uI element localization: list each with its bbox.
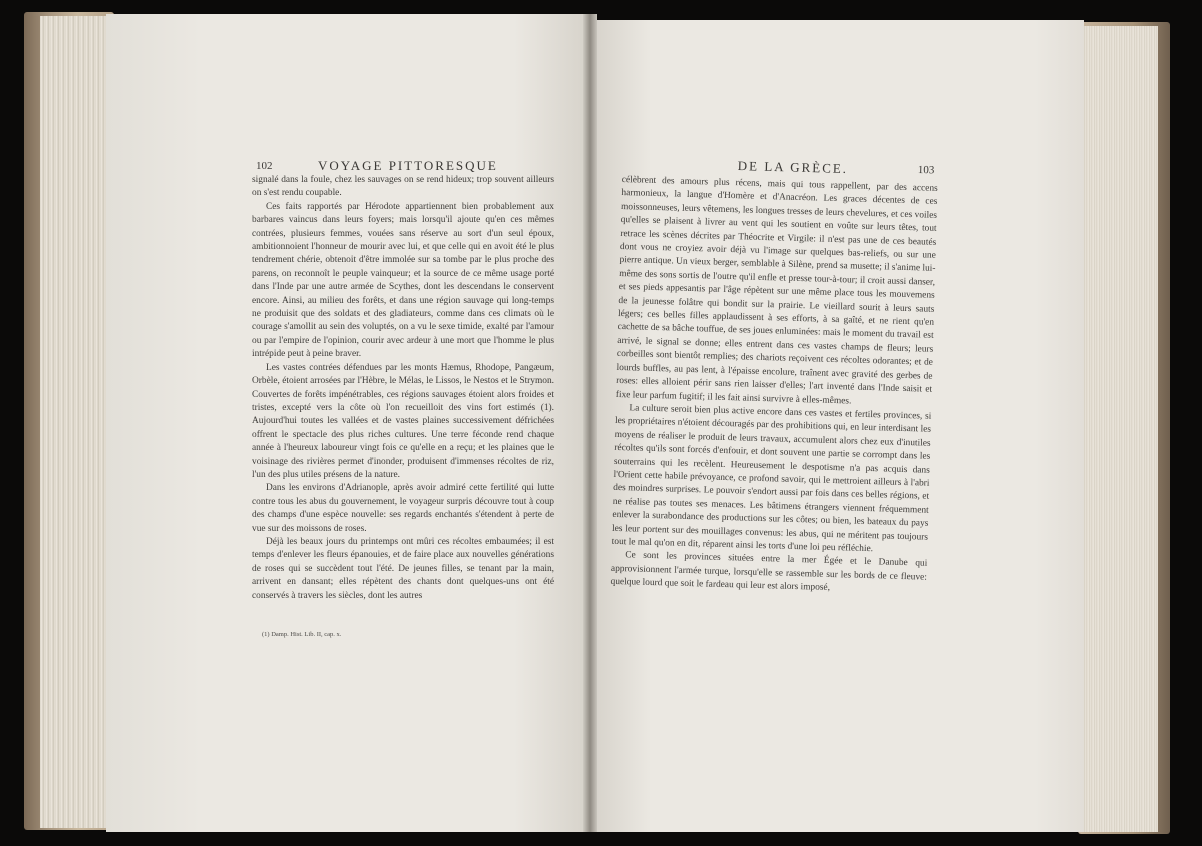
right-paragraph: La culture seroit bien plus active encore dans ces vastes et fertiles provinces, si les propriétaires n'étoient découragés par des prohibitions qui, en leur interdisant les moyens de réaliser le produit de leurs travaux, accumulent alors chez eux d'inutiles récoltes qu'ils sont forcés d'enfouir, et dont souvent une partie se corrompt dans les souterrains qui les recèlent. Heureusement le despotisme n'a pas acquis dans l'Orient cette habile prévoyance, ce profond savoir, qui le mettroient ailleurs à l'abri des moindres surprises. Le pouvoir s'endort aussi par fois dans ces belles régions, et ne réalise pas toutes ses menaces. Les bâtimens étrangers viennent fréquemment enlever la surabondance des productions sur les côtes; ou bien, les bateaux du pays les leur portent sur des mouillages convenus: les abus, qui ne méritent pas toujours tout le mal qu'on en dit, réparent ainsi les torts d'une loi peu réfléchie. bbox=[611, 403, 932, 555]
left-paragraph: Les vastes contrées défendues par les monts Hæmus, Rhodope, Pangæum, Orbèle, étoient arrosées par l'Hèbre, le Mélas, le Lissos, le Nestos et le Strymon. Couvertes de forêts impénétrables, ces régions sauvages étoient alors froides et tristes, excepté vers la côte où l'on recueilloit des vins fort estimés (1). Aujourd'hui toutes les vallées et de vastes plaines successivement défrichées offrent le spectacle des plus riches cultures. Une terre féconde rend chaque année à l'heureux laboureur vingt fois ce qu'elle en a reçu; et les plaines que le voisinage des rivières permet d'inonder, produisent d'immenses récoltes de riz, l'un des plus utiles présens de la nature. bbox=[252, 362, 554, 480]
right-paragraph: Ce sont les provinces situées entre la mer Égée et le Danube qui approvisionnent l'armée turque, lorsqu'elle se rassemble sur les bords de ce fleuve: quelque lourd que soit le fardeau qui leur est alors imposé, bbox=[610, 550, 928, 594]
right-page-edges bbox=[1080, 26, 1158, 832]
right-text-column bbox=[610, 174, 937, 598]
right-paragraph: célèbrent des amours plus récens, mais qui tous rappellent, par des accens harmonieux, la langue d'Homère et d'Anacréon. Les graces décentes de ces moissonneuses, leurs vêtemens, les longues tresses de leurs chevelures, et ces voiles qu'elles se plaisent à livrer au vent qui les soutient en voûte sur leurs têtes, tout retrace les scènes décrites par Théocrite et Virgile: il n'est pas une de ces beautés dont vous ne croyiez avoir déjà vu l'image sur quelques bas-reliefs, ou sur une pierre antique. Un vieux berger, semblable à Silène, prend sa musette; il s'anime lui-même des sons sortis de l'outre qu'il enfle et presse tour-à-tour; il croit aussi danser, et ses pieds appesantis par l'âge répètent sur une même place tous les mouvemens de la jeunesse folâtre qui bondit sur la prairie. Le vieillard sourit à leurs sauts légers; ces belles filles applaudissent à ses efforts, à sa gaîté, et ne rient qu'en cachette de sa bâche touffue, de ses joues enluminées: mais le moment du travail est arrivé, le signal se donne; elles entrent dans ces vastes champs de fleurs; leurs corbeilles sont bientôt remplies; des chariots reçoivent ces récoltes odorantes; et de lourds buffles, au pas lent, à l'épaisse encolure, traînent avec gravité des gerbes de roses: elles alloient périr sans rien laisser d'elles; l'art inventé dans l'Inde saisit et fixe leur parfum fugitif; il les fait ainsi survivre à elles-mêmes. bbox=[615, 174, 938, 406]
left-paragraph: Ces faits rapportés par Hérodote appartiennent bien probablement aux barbares vaincus dans leurs foyers; mais lorsqu'il ajoute qu'en ces mêmes contrées, plusieurs femmes, vouées sans réserve au sort d'un seul époux, ambitionnoient l'honneur de mourir avec lui, et que celle qui en avoit été le plus tendrement chérie, obtenoit d'être immolée sur sa tombe par le plus proche des parens, on reconnoît le peuple vainqueur; et la source de ce même usage porté dans l'Inde par une autre armée de Scythes, dont les descendans le conservent encore. Ainsi, au milieu des forêts, et dans une région sauvage qui long-temps ne produisit que des soldats et des gladiateurs, comme dans ces climats où le courage s'amollit au sein des voluptés, on a vu le sexe timide, exalté par l'amour ou par l'empire de l'opinion, courir avec ardeur à une mort que l'homme le plus intrépide peut à peine braver. bbox=[252, 201, 554, 360]
left-paragraph: Dans les environs d'Adrianople, après avoir admiré cette fertilité qui lutte contre tous les abus du gouvernement, le voyageur surpris découvre tout à coup des champs d'une espèce nouvelle: ses regards enchantés s'étendent à perte de vue sur des moissons de roses. bbox=[252, 483, 554, 534]
right-page-number: 103 bbox=[917, 164, 935, 177]
left-page-number: 102 bbox=[256, 160, 273, 172]
right-running-head: DE LA GRÈCE. bbox=[737, 158, 849, 177]
left-footnote: (1) Damp. Hist. Lib. II, cap. x. bbox=[262, 631, 342, 638]
left-paragraph: Déjà les beaux jours du printemps ont mûri ces récoltes embaumées; il est temps d'enlever les fleurs épanouies, et de faire place aux nouvelles générations de roses qui se succèdent tout l'été. De jeunes filles, se tenant par la main, arrivent en dansant; elles répètent des chants dont quelques-uns ont été conservés à travers les siècles, dont les autres bbox=[252, 536, 554, 601]
book-gutter bbox=[583, 14, 597, 832]
left-paragraph: signalé dans la foule, chez les sauvages on se rend hideux; trop souvent ailleurs on s'est rendu coupable. bbox=[252, 175, 554, 199]
left-text-column bbox=[252, 174, 554, 603]
left-page-edges bbox=[40, 16, 112, 828]
left-running-head: VOYAGE PITTORESQUE bbox=[318, 158, 498, 173]
